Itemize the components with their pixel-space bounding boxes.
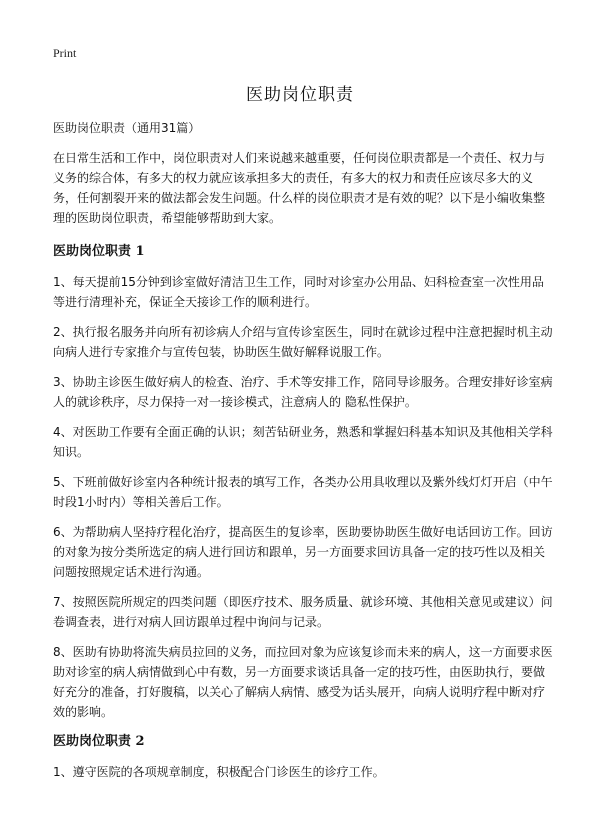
duty-item: 6、为帮助病人坚持疗程化治疗，提高医生的复诊率，医助要协助医生做好电话回访工作。回访的对象为按分类所选定的病人进行回访和跟单，另一方面要求回访具备一定的技巧性以及相关问题按照规定话术进行沟通。	[53, 525, 553, 579]
section-1	[53, 242, 553, 722]
section-heading: 医助岗位职责 1	[53, 244, 145, 259]
duty-item: 7、按照医院所规定的四类问题（即医疗技术、服务质量、就诊环境、其他相关意见或建议）问卷调查表，进行对病人回访跟单过程中询问与记录。	[53, 595, 553, 629]
duty-item: 1、遵守医院的各项规章制度，积极配合门诊医生的诊疗工作。	[53, 765, 385, 779]
duty-item: 4、对医助工作要有全面正确的认识；刻苦钻研业务，熟悉和掌握妇科基本知识及其他相关学科知识。	[53, 425, 553, 459]
duty-item: 1、每天提前15分钟到诊室做好清洁卫生工作，同时对诊室办公用品、妇科检查室一次性用品等进行清理补充，保证全天接诊工作的顺利进行。	[53, 275, 544, 309]
document-subtitle: 医助岗位职责（通用31篇）	[53, 121, 201, 135]
page-title: 医助岗位职责	[246, 85, 354, 105]
duty-item: 5、下班前做好诊室内各种统计报表的填写工作，各类办公用具收理以及紫外线灯灯开启（中午时段1小时内）等相关善后工作。	[53, 475, 553, 509]
duty-item: 3、协助主诊医生做好病人的检查、治疗、手术等安排工作，陪同导诊服务。合理安排好诊室病人的就诊秩序，尽力保持一对一接诊模式，注意病人的 隐私性保护。	[53, 375, 553, 409]
duty-item: 2、执行报名服务并向所有初诊病人介绍与宣传诊室医生，同时在就诊过程中注意把握时机主动向病人进行专家推介与宣传包装，协助医生做好解释说服工作。	[53, 325, 553, 359]
intro-paragraph: 在日常生活和工作中，岗位职责对人们来说越来越重要，任何岗位职责都是一个责任、权力与义务的综合体，有多大的权力就应该承担多大的责任，有多大的权力和责任应该尽多大的义务，任何割裂开来的做法都会发生问题。什么样的岗位职责才是有效的呢？以下是小编收集整理的医助岗位职责，希望能够帮助到大家。	[53, 151, 546, 225]
document-body	[53, 118, 553, 792]
print-link[interactable]: Print	[53, 46, 77, 60]
section-2	[53, 732, 553, 782]
section-heading: 医助岗位职责 2	[53, 734, 145, 749]
duty-item: 8、医助有协助将流失病员拉回的义务，而拉回对象为应该复诊而未来的病人，这一方面要求医助对诊室的病人病情做到心中有数，另一方面要求谈话具备一定的技巧性，由医助执行，要做好充分的准备，打好腹稿，以关心了解病人病情、感受为话头展开，向病人说明疗程中断对疗效的影响。	[53, 645, 553, 719]
